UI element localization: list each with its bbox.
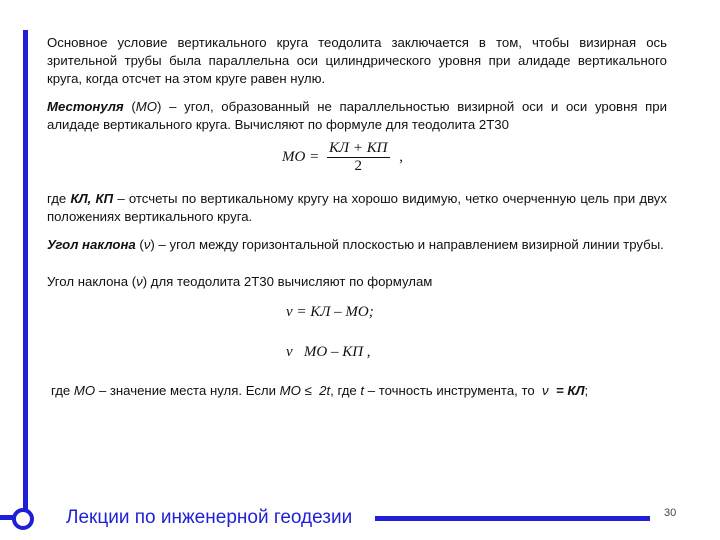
mo-cond-result: = КЛ [548, 383, 585, 398]
abbr-mo: МО [135, 99, 158, 114]
formula-mo [282, 140, 403, 175]
formula-mo-fraction [327, 140, 390, 175]
formula-mo-trail: , [399, 148, 403, 165]
footer-title: Лекции по инженерной геодезии [66, 507, 353, 528]
paragraph-main-condition: Основное условие вертикального круга теодолита заключается в том, чтобы визирная ось зрительной трубы была параллельна оси цилиндрического уровня при алидаде вертикального круга, когда отсчет на этом круге равен нулю. [47, 35, 667, 86]
paragraph-kl-kp [47, 190, 667, 226]
footer-right-rule [375, 516, 650, 521]
formula-nu-1: ν = КЛ – МО; [286, 304, 374, 320]
symbol-nu: ν [143, 237, 151, 252]
page-number: 30 [664, 507, 677, 519]
formula-mo-denominator: 2 [354, 158, 362, 174]
mo-cond-mo2: МО [279, 383, 301, 398]
terms-kl-kp: КЛ, КП [70, 191, 114, 206]
mo-cond-mo1: МО [73, 383, 96, 398]
term-mesto-nulya: Местонуля [47, 99, 124, 114]
formulas-intro-after: ) для теодолита 2Т30 вычисляют по формулам [142, 274, 433, 289]
paragraph-ugol-naklona: Угол наклона (ν) – угол между горизонтальной плоскостью и направлением визирной линии трубы. [47, 237, 664, 252]
mo-cond-before: где [51, 383, 74, 398]
footer-circle-marker [12, 508, 34, 530]
kl-kp-prefix: где [47, 191, 71, 206]
paragraph-ugol-formulas-intro [47, 273, 667, 291]
mo-cond-t: t [360, 383, 365, 398]
formula-mo-numerator: КЛ + КП [328, 140, 388, 156]
ugol-naklona-definition: – угол между горизонтальной плоскостью и направлением визирной линии трубы. [154, 237, 664, 252]
formula-nu-2: ν МО – КП , [286, 344, 371, 360]
left-vertical-rule [23, 30, 28, 520]
formulas-intro-symbol: ν [136, 274, 143, 289]
mo-cond-mid2: , где [330, 383, 361, 398]
kl-kp-definition: – отсчеты по вертикальному кругу на хорошо видимую, четко очерченную цель при двух положениях вертикального круга. [47, 191, 667, 224]
paragraph-mesto-nulya: Местонуля (МО) – угол, образованный не параллельностью визирной оси и оси уровня при алидаде вертикального круга. Вычисляют по формуле для теодолита 2Т30 [47, 99, 668, 132]
mo-cond-mid1: – значение места нуля. Если [95, 383, 280, 398]
mo-cond-semicolon: ; [584, 383, 589, 398]
mo-cond-nu: ν [542, 383, 549, 398]
formula-mo-lhs: МО = [282, 148, 320, 165]
formulas-intro-before: Угол наклона ( [47, 274, 137, 289]
paragraph-mo-condition [51, 382, 671, 400]
term-ugol-naklona: Угол наклона [47, 237, 136, 252]
mesto-nulya-definition: – угол, образованный не параллельностью визирной оси и оси уровня при алидаде вертикального круга. Вычисляют по формуле для теодолита 2Т30 [47, 99, 668, 132]
mo-cond-mid3: – точность инструмента, то [364, 383, 543, 398]
mo-cond-inequality: ≤ 2t [300, 383, 331, 398]
